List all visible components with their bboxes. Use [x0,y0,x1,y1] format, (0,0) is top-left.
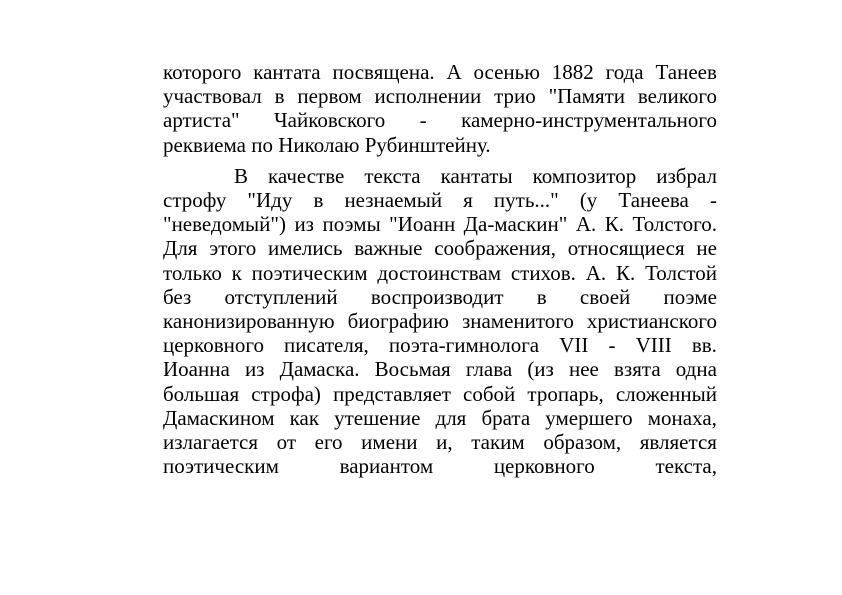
text-line: которого кантата посвящена. А осенью 1882 года Танеев [163,60,717,84]
text-line: артиста" Чайковского - камерно-инструментального [163,108,717,133]
text-line: церковного писателя, поэта-гимнолога VII - VIII вв. [163,333,717,358]
text-line: канонизированную биографию знаменитого христианского [163,309,717,334]
text-line: Дамаскином как утешение для брата умершего монаха, [163,405,717,430]
text-line: строфу "Иду в незнаемый я путь..." (у Танеева - [163,188,717,213]
text-line: участвовал в первом исполнении трио "Памяти великого [163,84,717,109]
text-line: без отступлений воспроизводит в своей поэме [163,284,717,309]
paragraph-2 [163,164,717,479]
text-line: В качестве текста кантаты композитор избрал [234,163,717,188]
text-line: Иоанна из Дамаска. Восьмая глава (из нее взята одна [163,357,717,382]
body-text [163,60,717,478]
text-line: поэтическим вариантом церковного текста, [163,454,717,479]
text-line: "неведомый") из поэмы "Иоанн Да-маскин" А. К. Толстого. [163,212,717,237]
text-line: Для этого имелись важные соображения, относящиеся не [163,236,717,261]
text-line: излагается от его имени и, таким образом, является [163,430,717,455]
text-line: только к поэтическим достоинствам стихов. А. К. Толстой [163,260,717,285]
text-line: реквиема по Николаю Рубинштейну. [163,132,491,157]
paragraph-1 [163,60,717,157]
text-line: большая строфа) представляет собой тропарь, сложенный [163,381,717,406]
